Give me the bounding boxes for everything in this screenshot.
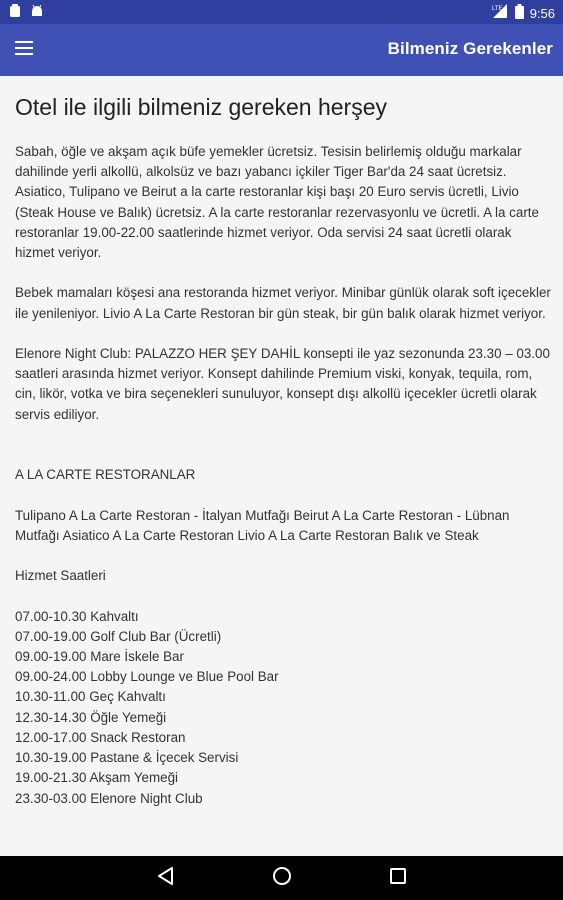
status-clock: 9:56 bbox=[529, 6, 555, 21]
home-button[interactable] bbox=[267, 863, 297, 893]
recents-button[interactable] bbox=[383, 863, 413, 893]
back-button[interactable] bbox=[151, 863, 181, 893]
signal-icon bbox=[491, 3, 509, 24]
android-icon bbox=[30, 4, 44, 23]
app-bar bbox=[0, 24, 563, 76]
hamburger-menu-icon bbox=[15, 41, 33, 60]
home-circle-icon bbox=[272, 866, 292, 891]
menu-button[interactable] bbox=[4, 30, 44, 70]
recents-square-icon bbox=[390, 868, 406, 889]
status-bar bbox=[0, 0, 563, 24]
page-title: Otel ile ilgili bilmeniz gereken herşey bbox=[15, 94, 387, 120]
app-title: Bilmeniz Gerekenler bbox=[387, 39, 553, 58]
svg-text:LTE: LTE bbox=[491, 6, 503, 12]
back-triangle-icon bbox=[158, 867, 174, 890]
notification-icon bbox=[9, 4, 21, 23]
content-scroll-area[interactable] bbox=[0, 76, 563, 856]
info-body-text: Sabah, öğle ve akşam açık büfe yemekler ücretsiz. Tesisin belirlemiş olduğu markalar dahilinde yerli alkollü, alkolsüz ve bazı yabancı içkiler Tiger Bar'da 24 saat ücretsiz. Asiatico, Tulipano ve Beirut a la carte restoranlar kişi başı 20 Euro servis ücretli, Livio (Steak House ve Balık) ücretsiz. A la carte restoranlar rezervasyonlu ve ücretli. A la carte restoranlar 19.00-22.00 saatlerinde hizmet veriyor. Oda servisi 24 saat ücretli olarak hizmet veriyor. Bebek mamaları köşesi ana restoranda hizmet veriyor. Minibar günlük olarak soft içecekler ile yenileniyor. Livio A La Carte Restoran bir gün steak, bir gün balık olarak hizmet veriyor. Elenore Night Club: PALAZZO HER ŞEY DAHİL konsepti ile yaz sezonunda 23.30 – 03.00 saatleri arasında hizmet veriyor. Konsept dahilinde Premium viski, konyak, tequila, rom, cin, likör, votka ve bira seçenekleri sunuluyor, konsept dışı alkollü içecekler ücretli olarak servis ediliyor. A LA CARTE RESTORANLAR Tulipano A La Carte Restoran - İtalyan Mutfağı Beirut A La Carte Restoran - Lübnan Mutfağı Asiatico A La Carte Restoran Livio A La Carte Restoran Balık ve Steak Hizmet Saatleri 07.00-10.30 Kahvaltı 07.00-19.00 Golf Club Bar (Ücretli) 09.00-19.00 Mare İskele Bar 09.00-24.00 Lobby Lounge ve Blue Pool Bar 10.30-11.00 Geç Kahvaltı 12.30-14.30 Öğle Yemeği 12.00-17.00 Snack Restoran 10.30-19.00 Pastane & İçecek Servisi 19.00-21.30 Akşam Yemeği 23.30-03.00 Elenore Night Club bbox=[15, 144, 551, 806]
navigation-bar bbox=[0, 856, 563, 900]
battery-icon bbox=[515, 4, 524, 24]
